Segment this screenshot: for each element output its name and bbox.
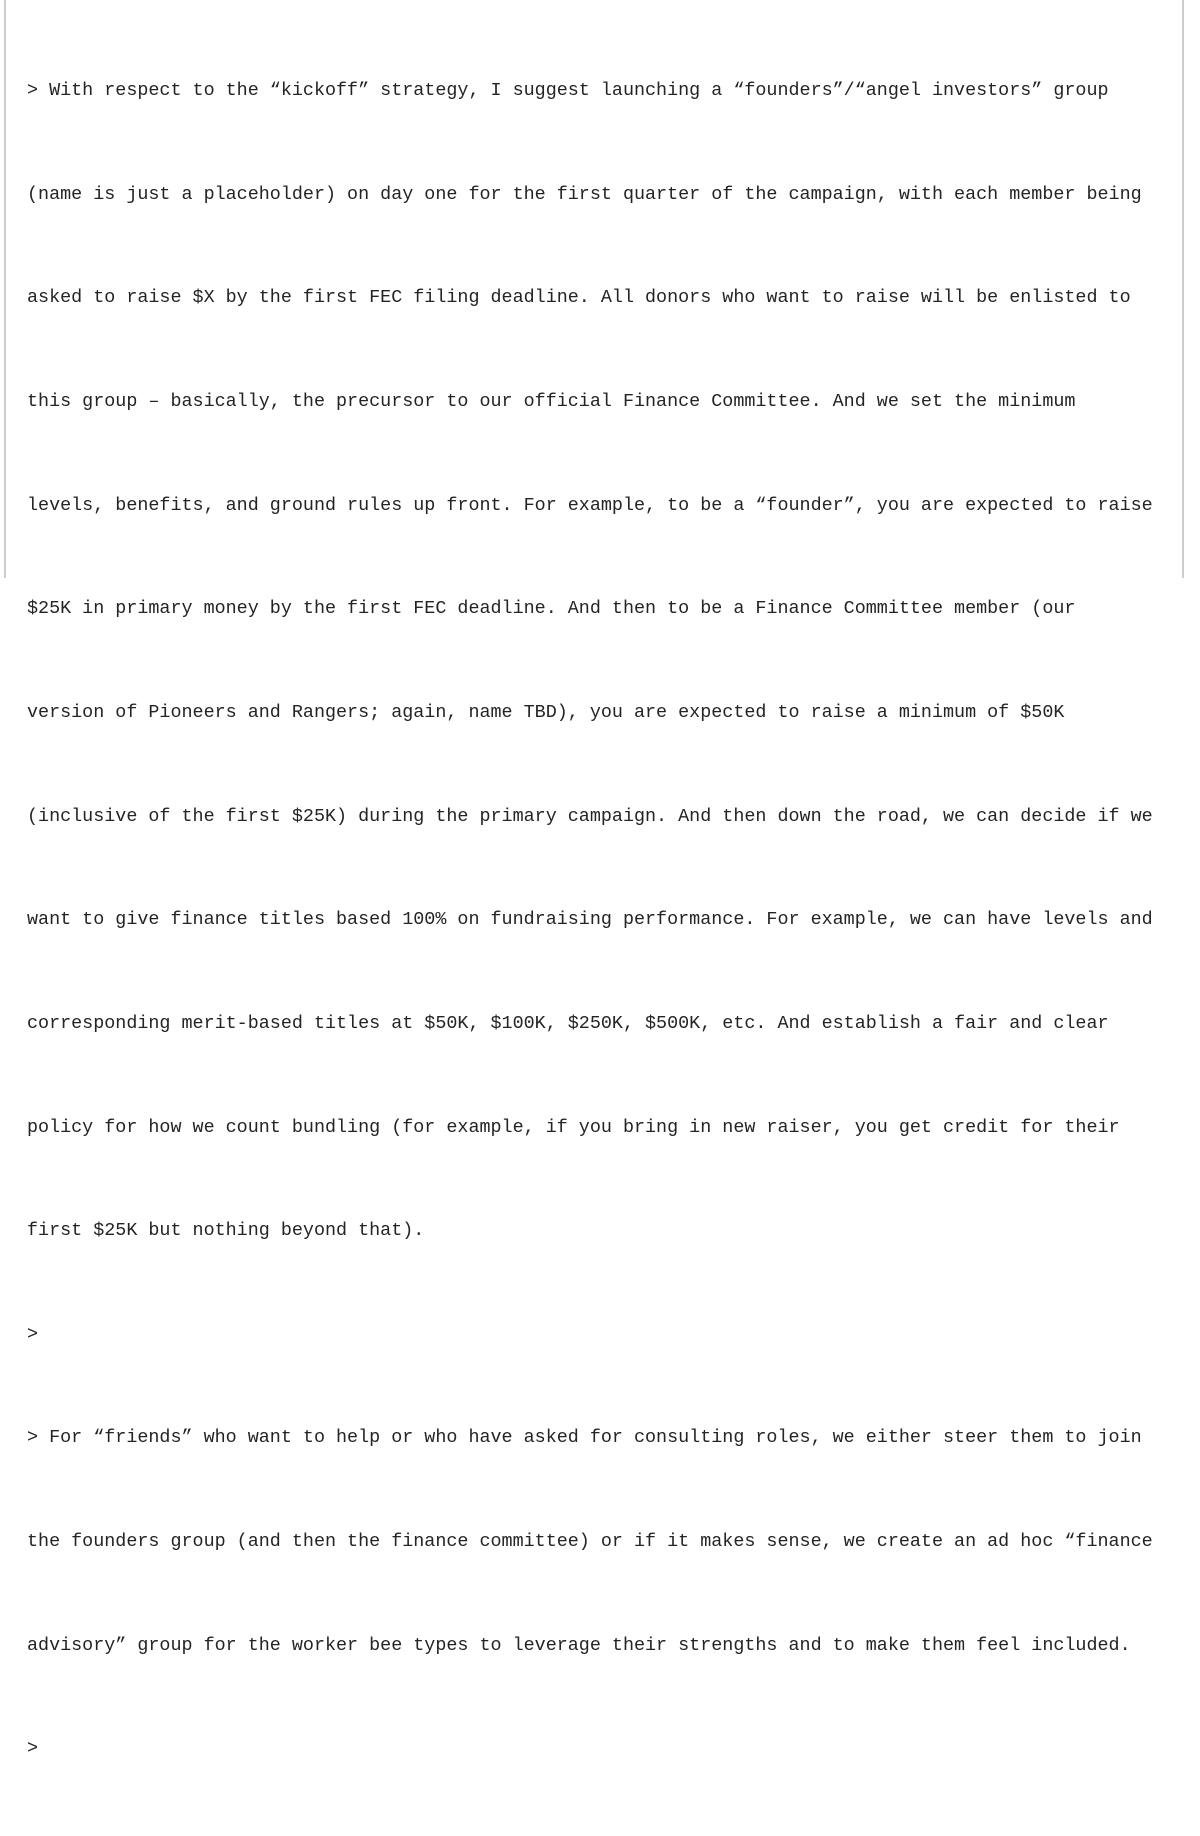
quoted-email-block bbox=[4, 0, 1184, 1760]
quote-line: > bbox=[27, 1738, 39, 1760]
quote-line: (name is just a placeholder) on day one for the first quarter of the campaign, with each member being bbox=[27, 183, 1142, 205]
quote-line: asked to raise $X by the first FEC filing deadline. All donors who want to raise will be enlisted to bbox=[27, 287, 1131, 309]
quoted-email-text bbox=[27, 5, 1182, 1836]
quote-line: > bbox=[27, 1323, 39, 1345]
quote-line: the founders group (and then the finance committee) or if it makes sense, we create an ad hoc “finance bbox=[27, 1531, 1153, 1553]
quote-line: advisory” group for the worker bee types to leverage their strengths and to make them feel included. bbox=[27, 1634, 1131, 1656]
quote-line: first $25K but nothing beyond that). bbox=[27, 1220, 425, 1242]
quote-line: version of Pioneers and Rangers; again, name TBD), you are expected to raise a minimum of $50K bbox=[27, 701, 1065, 723]
quote-line: corresponding merit-based titles at $50K, $100K, $250K, $500K, etc. And establish a fair and clear bbox=[27, 1012, 1109, 1034]
quote-line: $25K in primary money by the first FEC deadline. And then to be a Finance Committee member (our bbox=[27, 598, 1076, 620]
quote-line: (inclusive of the first $25K) during the primary campaign. And then down the road, we can decide if we bbox=[27, 805, 1153, 827]
quote-line: levels, benefits, and ground rules up front. For example, to be a “founder”, you are expected to raise bbox=[27, 494, 1153, 516]
quote-line: > With respect to the “kickoff” strategy, I suggest launching a “founders”/“angel investors” group bbox=[27, 80, 1109, 102]
quote-line: want to give finance titles based 100% on fundraising performance. For example, we can have levels and bbox=[27, 909, 1153, 931]
quote-line: policy for how we count bundling (for example, if you bring in new raiser, you get credit for their bbox=[27, 1116, 1120, 1138]
quote-line: > For “friends” who want to help or who have asked for consulting roles, we either steer them to join bbox=[27, 1427, 1142, 1449]
quote-line: this group – basically, the precursor to our official Finance Committee. And we set the minimum bbox=[27, 391, 1076, 413]
